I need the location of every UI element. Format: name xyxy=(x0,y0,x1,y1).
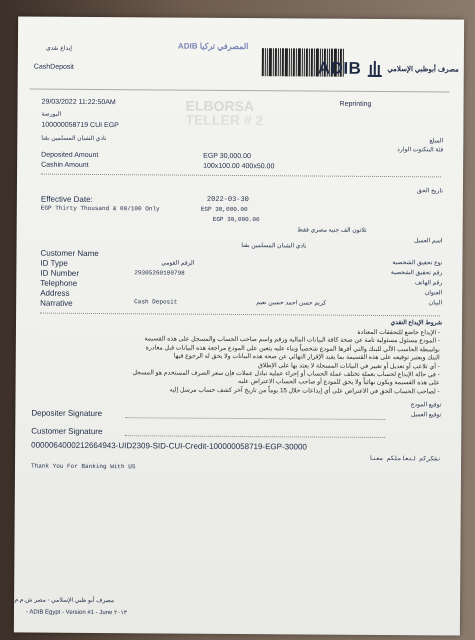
customer-signature-line xyxy=(125,435,385,438)
narrative-label: Narrative xyxy=(40,298,73,308)
effective-date-value: 2022-03-30 xyxy=(206,195,249,205)
id-type-label: ID Type xyxy=(40,258,68,268)
terms-line: - أي تلاعب أو تعديل أو تغيير في البيانات المسجلة لا يعتد بها على الإطلاق xyxy=(257,361,440,371)
transaction-type: CashDeposit xyxy=(33,63,74,71)
customer-signature-label-arabic: توقيع العميل xyxy=(410,412,442,419)
id-number-label: ID Number xyxy=(40,268,80,278)
teller-watermark-2: TELLER # 2 xyxy=(185,111,264,129)
reprinting-label: Reprinting xyxy=(339,100,372,108)
reference-code: 0000064000212664943-UID2309-SID-CUI-Credit-100000058719-EGP-30000 xyxy=(31,440,307,452)
barcode-bar xyxy=(304,48,305,76)
amount-words-arabic: ثلاثون الف جنيه مصري فقط xyxy=(297,227,367,234)
terms-body-arabic xyxy=(40,327,440,397)
barcode-bar xyxy=(296,48,297,76)
header-arabic-label: إيداع نقدي xyxy=(45,45,72,52)
barcode-bar xyxy=(306,48,308,76)
barcode-bar xyxy=(285,48,288,76)
terms-line: - في حالة الإيداع لحساب بعملة تختلف عملة الحساب أو إجراء عملية تبادل عملات فإن سعر الصرف المستخدم هو المسجل xyxy=(132,369,440,379)
account-number: 100000058719 CUI EGP xyxy=(41,121,119,130)
deposited-amount-value: EGP 30,000.00 xyxy=(203,152,251,161)
customer-signature-label: Customer Signature xyxy=(31,426,103,437)
depositor-signature-label: Depositer Signature xyxy=(31,408,103,419)
effective-date-label: Effective Date: xyxy=(40,194,93,204)
bank-logo-arabic: مصرف أبوظبي الإسلامي xyxy=(387,66,459,74)
barcode-bar xyxy=(262,48,264,76)
barcode-bar xyxy=(289,48,290,76)
amounts-divider xyxy=(41,174,441,178)
id-type-value: الرقم القومي xyxy=(161,260,195,267)
terms-line: بواسطة الحاسب الآلي للبنك والتي أقرها المودع شخصياً وبناء عليه يتعين على المودع مراجعة هذه البيانات قبل مغادرة xyxy=(145,344,440,354)
telephone-label-arabic: رقم الهاتف xyxy=(414,280,443,287)
barcode-bar xyxy=(273,48,274,76)
teller-watermark-1: ELBORSA xyxy=(185,97,255,115)
terms-line: - الإيداع خاضع للتحققات المعتادة xyxy=(357,328,440,337)
terms-line: البنك ويعتبر توقيعه على هذه القسيمة بما يفيد الإقرار النهائي عن صحة هذه البيانات ولا يحق له الرجوع فيها xyxy=(173,352,440,362)
narrative-value: Cash Deposit xyxy=(134,298,178,306)
terms-line: - لصاحب الحساب الحق في الاعتراض على أي إيداعات خلال 15 يوماً من تاريخ آخر كشف حساب مرسل إليه xyxy=(169,386,440,396)
thanks-arabic: نشكركم لتعاملكم معنا xyxy=(368,454,442,463)
barcode-bar xyxy=(291,48,292,76)
customer-name-label-arabic: اسم العميل xyxy=(413,238,443,245)
terms-title-arabic: شروط الإيداع النقدي xyxy=(390,320,443,327)
date-label-arabic: تاريخ الحق xyxy=(416,188,443,195)
barcode-bar xyxy=(311,48,313,76)
bank-logo xyxy=(318,59,459,80)
narrative-label-arabic: البيان xyxy=(428,300,443,307)
id-number-label-arabic: رقم تحقيق الشخصية xyxy=(390,270,443,277)
footer-version: - ADIB Egypt - Version #1 - June ٢٠١٣ xyxy=(25,609,127,617)
cashin-amount-value: 100x100.00 400x50.00 xyxy=(203,162,275,171)
customer-name-label: Customer Name xyxy=(40,248,99,259)
narrative-arabic-value: كريم حسن احمد حسين نعيم xyxy=(256,300,327,307)
barcode-bar xyxy=(302,48,303,76)
terms-line: - المودع مسئول مسئولية تامة عن صحة كافة البيانات المالية ورقم واسم صاحب الحساب والمسجل على هذه القسيمة xyxy=(144,335,440,345)
barcode-bar xyxy=(278,48,279,76)
footer-bank-arabic: مصرف أبو ظبي الإسلامي - مصر ش.م.م xyxy=(14,597,115,605)
terms-line: على هذه القسيمة ويكون نهائياً ولا يحق للمودع أو صاحب الحساب الاعتراض عليه xyxy=(238,378,440,387)
barcode-bar xyxy=(267,48,268,76)
stamp-text: ADIB المصرفي تركيا xyxy=(177,41,249,52)
depositor-signature-label-arabic: توقيع المودع xyxy=(410,402,442,409)
id-number-value: 29305260100798 xyxy=(134,269,185,277)
id-type-label-arabic: نوع تحقيق الشخصية xyxy=(392,260,443,267)
depositor-signature-line xyxy=(125,417,385,420)
barcode-bar xyxy=(269,48,272,76)
telephone-label: Telephone xyxy=(40,278,78,288)
amount-label-arabic: المبلغ xyxy=(429,138,444,145)
thanks-english: Thank You For Banking With US xyxy=(30,462,136,471)
amount-currency-value: EGP 30,000.00 xyxy=(200,205,248,214)
denomination-label-arabic: فئة البنكنوت الوارد xyxy=(397,147,444,154)
address-label: Address xyxy=(40,288,70,298)
barcode-bar xyxy=(298,48,301,76)
amount-repeat: EGP 30,000.00 xyxy=(212,215,260,224)
barcode-bar xyxy=(309,48,310,76)
amount-in-words: EGP Thirty Thousand & 00/100 Only xyxy=(40,204,160,213)
barcode-bar xyxy=(314,49,315,77)
barcode-bar xyxy=(280,48,281,76)
deposited-amount-label: Deposited Amount xyxy=(41,151,99,160)
branch-arabic: البورصة xyxy=(41,111,62,118)
address-label-arabic: العنوان xyxy=(424,290,443,297)
cashin-amount-label: Cashin Amount xyxy=(41,161,89,169)
identity-divider xyxy=(40,313,440,317)
customer-name-arabic: نادي الشبان المسلمين بقنا xyxy=(241,243,307,250)
barcode-bar xyxy=(275,48,277,76)
account-holder-arabic: نادي الشبان المسلمين بقنا xyxy=(41,135,107,143)
barcode-bar xyxy=(282,48,284,76)
barcode-bar xyxy=(293,48,295,76)
bank-emblem-icon xyxy=(366,60,382,78)
transaction-datetime: 29/03/2022 11:22:50AM xyxy=(41,98,116,107)
barcode-bar xyxy=(265,48,266,76)
bank-logo-text: ADIB xyxy=(317,58,362,78)
deposit-receipt xyxy=(14,16,464,635)
header-divider xyxy=(30,89,450,93)
